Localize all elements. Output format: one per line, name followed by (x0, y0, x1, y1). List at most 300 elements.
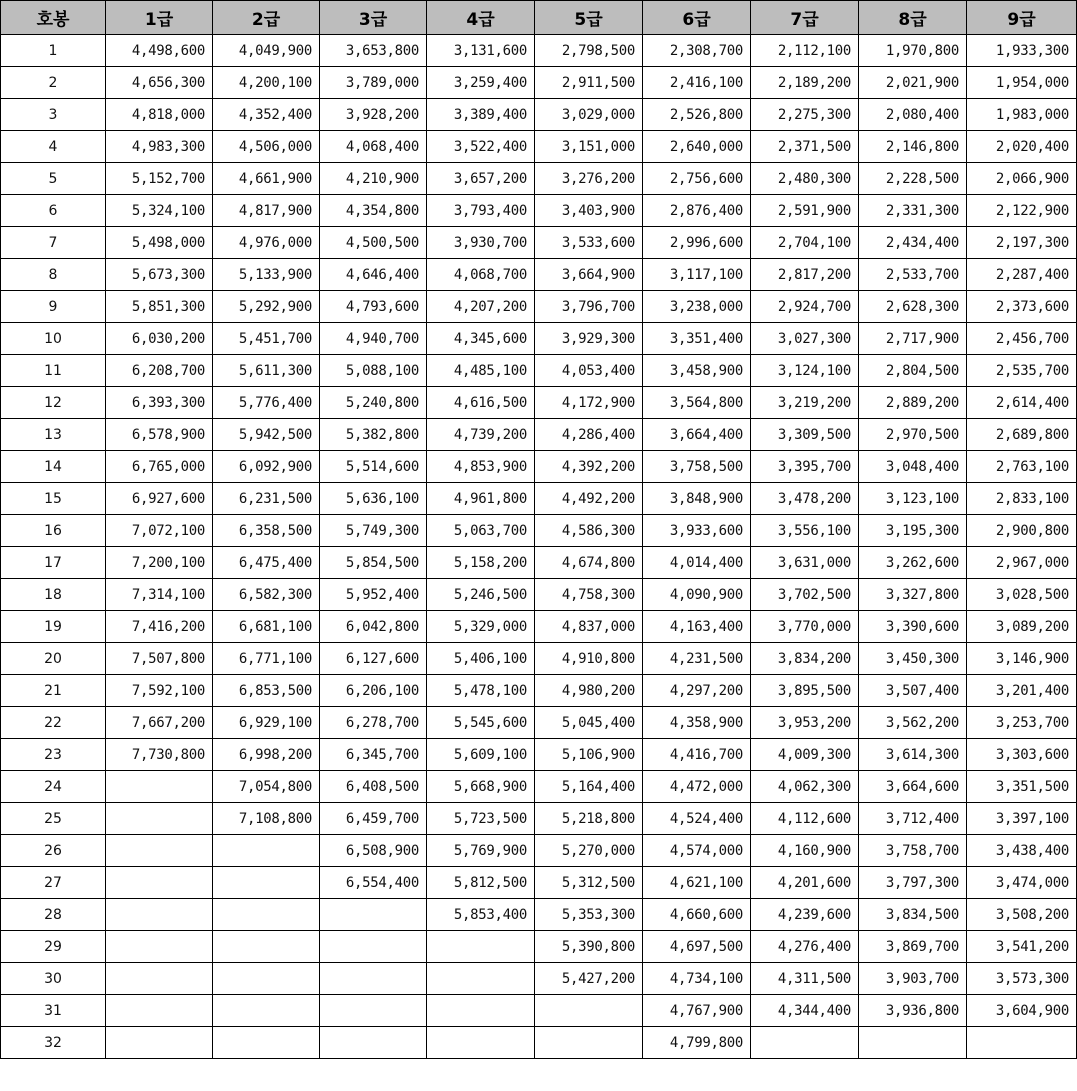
salary-cell: 6,278,700 (320, 707, 427, 739)
step-number-cell: 1 (1, 35, 106, 67)
salary-cell: 5,545,600 (427, 707, 535, 739)
salary-cell: 6,092,900 (213, 451, 320, 483)
salary-cell: 1,954,000 (967, 67, 1077, 99)
salary-cell: 3,438,400 (967, 835, 1077, 867)
salary-cell: 5,478,100 (427, 675, 535, 707)
salary-cell: 5,498,000 (106, 227, 213, 259)
salary-cell: 3,702,500 (751, 579, 859, 611)
salary-cell: 4,506,000 (213, 131, 320, 163)
step-number-cell: 8 (1, 259, 106, 291)
salary-cell: 6,206,100 (320, 675, 427, 707)
salary-cell: 6,475,400 (213, 547, 320, 579)
salary-cell: 3,834,500 (859, 899, 967, 931)
salary-cell: 2,614,400 (967, 387, 1077, 419)
salary-cell: 5,324,100 (106, 195, 213, 227)
table-row (1, 163, 1077, 195)
salary-cell: 5,853,400 (427, 899, 535, 931)
salary-cell: 3,653,800 (320, 35, 427, 67)
step-number-cell: 23 (1, 739, 106, 771)
salary-cell: 6,582,300 (213, 579, 320, 611)
step-number-cell: 26 (1, 835, 106, 867)
salary-cell: 6,459,700 (320, 803, 427, 835)
salary-cell: 2,591,900 (751, 195, 859, 227)
salary-cell: 2,876,400 (643, 195, 751, 227)
step-number-cell: 5 (1, 163, 106, 195)
salary-cell: 5,063,700 (427, 515, 535, 547)
salary-cell: 4,734,100 (643, 963, 751, 995)
table-row (1, 579, 1077, 611)
salary-cell: 3,259,400 (427, 67, 535, 99)
salary-cell: 4,416,700 (643, 739, 751, 771)
salary-cell: 5,406,100 (427, 643, 535, 675)
salary-cell: 4,344,400 (751, 995, 859, 1027)
salary-cell: 3,253,700 (967, 707, 1077, 739)
salary-cell: 4,485,100 (427, 355, 535, 387)
column-header-grade-9: 9급 (967, 1, 1077, 35)
salary-cell: 4,068,400 (320, 131, 427, 163)
salary-cell: 2,308,700 (643, 35, 751, 67)
table-header (1, 1, 1077, 35)
salary-cell: 5,749,300 (320, 515, 427, 547)
salary-cell: 2,689,800 (967, 419, 1077, 451)
salary-cell: 3,303,600 (967, 739, 1077, 771)
salary-cell: 4,817,900 (213, 195, 320, 227)
salary-cell (213, 931, 320, 963)
salary-cell (320, 899, 427, 931)
salary-cell: 4,049,900 (213, 35, 320, 67)
salary-cell: 4,352,400 (213, 99, 320, 131)
salary-cell: 5,353,300 (535, 899, 643, 931)
salary-cell: 2,924,700 (751, 291, 859, 323)
header-row (1, 1, 1077, 35)
salary-cell: 3,478,200 (751, 483, 859, 515)
step-number-cell: 25 (1, 803, 106, 835)
salary-cell: 3,930,700 (427, 227, 535, 259)
salary-cell (106, 835, 213, 867)
salary-cell: 4,500,500 (320, 227, 427, 259)
salary-cell: 3,124,100 (751, 355, 859, 387)
salary-cell: 3,631,000 (751, 547, 859, 579)
salary-cell: 2,020,400 (967, 131, 1077, 163)
salary-cell: 4,210,900 (320, 163, 427, 195)
salary-cell: 3,834,200 (751, 643, 859, 675)
salary-cell: 4,297,200 (643, 675, 751, 707)
salary-cell: 3,770,000 (751, 611, 859, 643)
salary-cell: 7,730,800 (106, 739, 213, 771)
salary-cell: 2,967,000 (967, 547, 1077, 579)
salary-cell: 4,961,800 (427, 483, 535, 515)
salary-cell: 3,028,500 (967, 579, 1077, 611)
salary-cell: 5,246,500 (427, 579, 535, 611)
salary-cell: 7,108,800 (213, 803, 320, 835)
column-header-step: 호봉 (1, 1, 106, 35)
step-number-cell: 32 (1, 1027, 106, 1059)
salary-cell: 3,664,400 (643, 419, 751, 451)
salary-cell: 3,351,400 (643, 323, 751, 355)
salary-cell: 4,009,300 (751, 739, 859, 771)
step-number-cell: 19 (1, 611, 106, 643)
salary-cell: 2,146,800 (859, 131, 967, 163)
step-number-cell: 22 (1, 707, 106, 739)
salary-cell: 3,131,600 (427, 35, 535, 67)
salary-cell: 2,900,800 (967, 515, 1077, 547)
table-row (1, 99, 1077, 131)
salary-cell: 2,817,200 (751, 259, 859, 291)
salary-cell: 2,434,400 (859, 227, 967, 259)
salary-cell: 3,309,500 (751, 419, 859, 451)
salary-cell (213, 835, 320, 867)
salary-cell: 4,758,300 (535, 579, 643, 611)
table-row (1, 803, 1077, 835)
column-header-grade-5: 5급 (535, 1, 643, 35)
salary-cell: 3,151,000 (535, 131, 643, 163)
salary-cell: 3,403,900 (535, 195, 643, 227)
salary-cell: 5,851,300 (106, 291, 213, 323)
step-number-cell: 28 (1, 899, 106, 931)
salary-cell: 3,564,800 (643, 387, 751, 419)
salary-cell: 3,796,700 (535, 291, 643, 323)
salary-cell: 2,197,300 (967, 227, 1077, 259)
step-number-cell: 29 (1, 931, 106, 963)
salary-cell: 2,371,500 (751, 131, 859, 163)
salary-cell: 2,717,900 (859, 323, 967, 355)
salary-cell: 4,207,200 (427, 291, 535, 323)
salary-cell: 2,640,000 (643, 131, 751, 163)
step-number-cell: 30 (1, 963, 106, 995)
salary-cell: 3,522,400 (427, 131, 535, 163)
salary-cell: 4,660,600 (643, 899, 751, 931)
salary-cell (213, 1027, 320, 1059)
salary-cell: 4,793,600 (320, 291, 427, 323)
salary-cell: 5,133,900 (213, 259, 320, 291)
table-row (1, 483, 1077, 515)
salary-cell: 2,535,700 (967, 355, 1077, 387)
salary-cell: 6,681,100 (213, 611, 320, 643)
table-row (1, 867, 1077, 899)
salary-cell: 4,674,800 (535, 547, 643, 579)
salary-cell: 4,492,200 (535, 483, 643, 515)
table-row (1, 259, 1077, 291)
salary-cell: 4,739,200 (427, 419, 535, 451)
salary-cell: 4,697,500 (643, 931, 751, 963)
salary-cell: 3,712,400 (859, 803, 967, 835)
table-row (1, 675, 1077, 707)
salary-cell (106, 867, 213, 899)
salary-cell: 7,416,200 (106, 611, 213, 643)
salary-cell: 2,833,100 (967, 483, 1077, 515)
step-number-cell: 24 (1, 771, 106, 803)
salary-cell (213, 867, 320, 899)
salary-cell: 2,756,600 (643, 163, 751, 195)
salary-cell: 4,062,300 (751, 771, 859, 803)
salary-cell: 3,146,900 (967, 643, 1077, 675)
salary-cell: 4,980,200 (535, 675, 643, 707)
step-number-cell: 16 (1, 515, 106, 547)
column-header-grade-3: 3급 (320, 1, 427, 35)
salary-cell: 4,358,900 (643, 707, 751, 739)
step-number-cell: 18 (1, 579, 106, 611)
salary-cell (213, 899, 320, 931)
table-row (1, 419, 1077, 451)
salary-cell: 4,976,000 (213, 227, 320, 259)
salary-cell: 6,231,500 (213, 483, 320, 515)
salary-cell: 4,574,000 (643, 835, 751, 867)
table-row (1, 611, 1077, 643)
salary-cell: 4,837,000 (535, 611, 643, 643)
step-number-cell: 2 (1, 67, 106, 99)
salary-cell: 3,604,900 (967, 995, 1077, 1027)
salary-cell: 6,345,700 (320, 739, 427, 771)
salary-cell: 1,933,300 (967, 35, 1077, 67)
salary-cell: 5,942,500 (213, 419, 320, 451)
salary-cell: 3,758,500 (643, 451, 751, 483)
salary-cell: 2,628,300 (859, 291, 967, 323)
table-body (1, 35, 1077, 1059)
salary-cell: 4,767,900 (643, 995, 751, 1027)
salary-cell: 3,201,400 (967, 675, 1077, 707)
salary-cell: 6,393,300 (106, 387, 213, 419)
salary-cell: 5,427,200 (535, 963, 643, 995)
salary-cell: 4,853,900 (427, 451, 535, 483)
salary-cell: 3,262,600 (859, 547, 967, 579)
salary-cell: 4,090,900 (643, 579, 751, 611)
salary-cell: 2,287,400 (967, 259, 1077, 291)
salary-cell: 2,112,100 (751, 35, 859, 67)
salary-cell: 2,189,200 (751, 67, 859, 99)
salary-cell: 2,066,900 (967, 163, 1077, 195)
column-header-grade-8: 8급 (859, 1, 967, 35)
salary-cell: 6,765,000 (106, 451, 213, 483)
salary-cell: 4,472,000 (643, 771, 751, 803)
step-number-cell: 31 (1, 995, 106, 1027)
salary-cell: 5,451,700 (213, 323, 320, 355)
salary-cell (751, 1027, 859, 1059)
salary-cell: 4,661,900 (213, 163, 320, 195)
salary-cell: 6,208,700 (106, 355, 213, 387)
salary-cell: 2,911,500 (535, 67, 643, 99)
salary-cell: 2,331,300 (859, 195, 967, 227)
salary-cell: 7,054,800 (213, 771, 320, 803)
salary-cell: 4,068,700 (427, 259, 535, 291)
salary-cell: 3,029,000 (535, 99, 643, 131)
salary-cell (320, 1027, 427, 1059)
salary-cell (106, 931, 213, 963)
salary-cell: 2,763,100 (967, 451, 1077, 483)
step-number-cell: 10 (1, 323, 106, 355)
table-row (1, 131, 1077, 163)
salary-cell: 3,953,200 (751, 707, 859, 739)
step-number-cell: 7 (1, 227, 106, 259)
salary-cell: 3,789,000 (320, 67, 427, 99)
salary-cell: 4,799,800 (643, 1027, 751, 1059)
salary-cell: 5,390,800 (535, 931, 643, 963)
salary-cell: 7,592,100 (106, 675, 213, 707)
salary-cell: 3,117,100 (643, 259, 751, 291)
salary-cell (320, 931, 427, 963)
salary-cell (106, 803, 213, 835)
salary-cell: 3,936,800 (859, 995, 967, 1027)
salary-cell: 4,014,400 (643, 547, 751, 579)
salary-cell: 5,723,500 (427, 803, 535, 835)
salary-cell: 6,408,500 (320, 771, 427, 803)
step-number-cell: 4 (1, 131, 106, 163)
table-row (1, 771, 1077, 803)
salary-cell: 5,382,800 (320, 419, 427, 451)
table-row (1, 451, 1077, 483)
salary-cell: 4,910,800 (535, 643, 643, 675)
salary-cell: 6,508,900 (320, 835, 427, 867)
salary-cell (320, 963, 427, 995)
salary-cell: 5,854,500 (320, 547, 427, 579)
salary-cell: 4,112,600 (751, 803, 859, 835)
salary-cell (427, 931, 535, 963)
salary-cell: 5,088,100 (320, 355, 427, 387)
salary-cell (106, 995, 213, 1027)
salary-cell: 5,240,800 (320, 387, 427, 419)
salary-cell: 4,172,900 (535, 387, 643, 419)
salary-cell: 6,929,100 (213, 707, 320, 739)
salary-cell: 2,416,100 (643, 67, 751, 99)
salary-cell: 3,458,900 (643, 355, 751, 387)
salary-cell: 2,798,500 (535, 35, 643, 67)
salary-cell (535, 1027, 643, 1059)
table-row (1, 995, 1077, 1027)
salary-cell: 3,397,100 (967, 803, 1077, 835)
salary-cell: 3,903,700 (859, 963, 967, 995)
salary-cell: 5,270,000 (535, 835, 643, 867)
salary-cell: 2,080,400 (859, 99, 967, 131)
salary-cell: 6,578,900 (106, 419, 213, 451)
salary-cell: 3,474,000 (967, 867, 1077, 899)
salary-cell: 6,771,100 (213, 643, 320, 675)
salary-cell: 7,314,100 (106, 579, 213, 611)
step-number-cell: 13 (1, 419, 106, 451)
salary-cell: 2,480,300 (751, 163, 859, 195)
step-number-cell: 20 (1, 643, 106, 675)
salary-cell (106, 1027, 213, 1059)
salary-cell: 3,928,200 (320, 99, 427, 131)
salary-cell: 3,508,200 (967, 899, 1077, 931)
salary-cell: 3,048,400 (859, 451, 967, 483)
table-row (1, 355, 1077, 387)
step-number-cell: 3 (1, 99, 106, 131)
table-row (1, 835, 1077, 867)
salary-cell: 2,533,700 (859, 259, 967, 291)
table-row (1, 67, 1077, 99)
salary-cell: 3,219,200 (751, 387, 859, 419)
table-row (1, 1027, 1077, 1059)
step-number-cell: 11 (1, 355, 106, 387)
salary-cell (213, 995, 320, 1027)
salary-cell (427, 1027, 535, 1059)
salary-cell: 3,797,300 (859, 867, 967, 899)
salary-cell: 3,657,200 (427, 163, 535, 195)
salary-cell: 5,152,700 (106, 163, 213, 195)
salary-cell (427, 963, 535, 995)
salary-cell: 5,609,100 (427, 739, 535, 771)
salary-cell: 4,276,400 (751, 931, 859, 963)
salary-cell: 3,351,500 (967, 771, 1077, 803)
salary-cell: 3,195,300 (859, 515, 967, 547)
table-row (1, 291, 1077, 323)
salary-cell: 4,311,500 (751, 963, 859, 995)
table-row (1, 739, 1077, 771)
salary-cell: 2,704,100 (751, 227, 859, 259)
salary-cell: 5,668,900 (427, 771, 535, 803)
salary-cell: 3,848,900 (643, 483, 751, 515)
salary-cell: 2,021,900 (859, 67, 967, 99)
salary-cell: 4,286,400 (535, 419, 643, 451)
salary-cell: 3,027,300 (751, 323, 859, 355)
table-row (1, 899, 1077, 931)
salary-cell: 4,586,300 (535, 515, 643, 547)
salary-cell: 3,276,200 (535, 163, 643, 195)
table-row (1, 515, 1077, 547)
salary-cell: 1,983,000 (967, 99, 1077, 131)
salary-cell: 2,889,200 (859, 387, 967, 419)
salary-cell: 2,275,300 (751, 99, 859, 131)
salary-cell: 3,933,600 (643, 515, 751, 547)
salary-cell: 2,996,600 (643, 227, 751, 259)
salary-cell: 5,769,900 (427, 835, 535, 867)
salary-cell: 7,667,200 (106, 707, 213, 739)
salary-cell: 4,940,700 (320, 323, 427, 355)
salary-cell (967, 1027, 1077, 1059)
salary-cell: 3,390,600 (859, 611, 967, 643)
salary-cell (535, 995, 643, 1027)
salary-cell (320, 995, 427, 1027)
salary-cell: 5,636,100 (320, 483, 427, 515)
salary-cell: 3,556,100 (751, 515, 859, 547)
step-number-cell: 17 (1, 547, 106, 579)
salary-cell: 4,345,600 (427, 323, 535, 355)
salary-cell: 3,562,200 (859, 707, 967, 739)
salary-cell: 3,664,900 (535, 259, 643, 291)
salary-cell: 3,450,300 (859, 643, 967, 675)
step-number-cell: 9 (1, 291, 106, 323)
salary-cell: 2,970,500 (859, 419, 967, 451)
salary-cell: 4,524,400 (643, 803, 751, 835)
salary-cell: 3,123,100 (859, 483, 967, 515)
salary-cell: 5,812,500 (427, 867, 535, 899)
salary-cell: 5,158,200 (427, 547, 535, 579)
salary-cell (427, 995, 535, 1027)
table-row (1, 931, 1077, 963)
salary-cell: 2,804,500 (859, 355, 967, 387)
salary-cell: 6,042,800 (320, 611, 427, 643)
salary-cell: 6,554,400 (320, 867, 427, 899)
salary-cell: 3,089,200 (967, 611, 1077, 643)
salary-cell: 4,621,100 (643, 867, 751, 899)
salary-cell: 4,200,100 (213, 67, 320, 99)
step-number-cell: 21 (1, 675, 106, 707)
salary-cell (859, 1027, 967, 1059)
salary-cell: 3,541,200 (967, 931, 1077, 963)
salary-cell: 5,673,300 (106, 259, 213, 291)
salary-cell: 4,231,500 (643, 643, 751, 675)
salary-cell: 7,507,800 (106, 643, 213, 675)
table-row (1, 323, 1077, 355)
salary-cell: 3,327,800 (859, 579, 967, 611)
salary-cell: 4,646,400 (320, 259, 427, 291)
salary-cell: 4,818,000 (106, 99, 213, 131)
step-number-cell: 27 (1, 867, 106, 899)
salary-cell: 1,970,800 (859, 35, 967, 67)
column-header-grade-1: 1급 (106, 1, 213, 35)
salary-cell: 5,329,000 (427, 611, 535, 643)
table-row (1, 35, 1077, 67)
table-row (1, 963, 1077, 995)
